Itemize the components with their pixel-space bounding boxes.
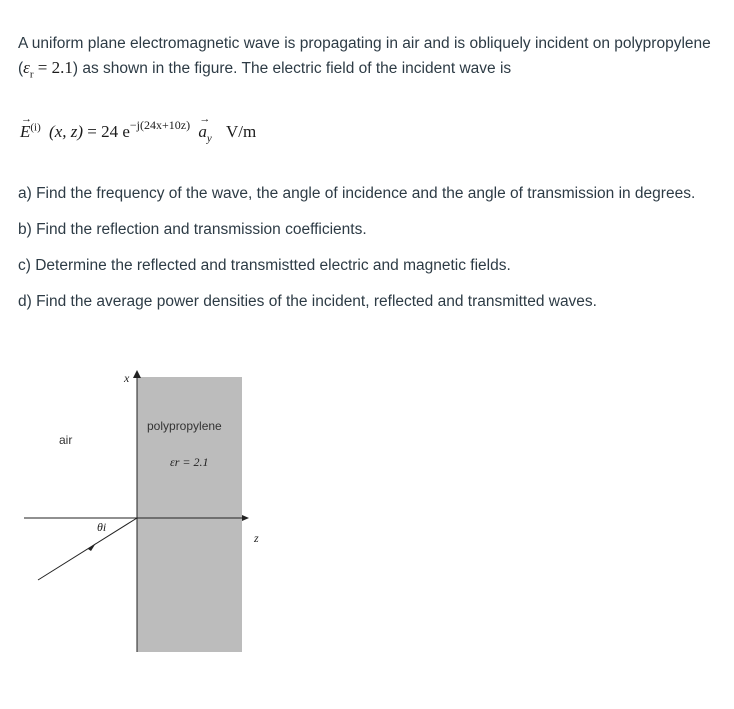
question-b: b) Find the reflection and transmission coefficients. [18,221,367,238]
question-c: c) Determine the reflected and transmistted electric and magnetic fields. [18,257,511,274]
incident-ray-arrow-icon [88,543,96,551]
incident-ray [38,518,137,580]
intro-text-part1: A uniform plane electromagnetic wave is propagating in air and is obliquely incident on polypropylene ( [18,35,711,77]
x-axis-arrow-icon [133,370,141,378]
air-label: air [59,433,73,447]
permittivity-label: εr = 2.1 [170,455,209,469]
intro-text-part2: ) as shown in the figure. The electric field of the incident wave is [72,60,512,77]
x-axis-label: x [124,371,130,385]
z-axis-arrow-icon [242,515,249,521]
unit-vector-subscript: y [206,132,212,145]
field-arguments: (x, z) [49,122,84,141]
polypropylene-label: polypropylene [147,419,222,433]
question-d: d) Find the average power densities of the incident, reflected and transmitted waves. [18,293,597,310]
z-axis-label: z [254,531,259,545]
field-superscript: (i) [30,121,41,134]
field-units: V/m [225,122,257,141]
field-exponent: −j(24x+10z) [129,118,191,132]
angle-of-incidence-label: θi [97,520,107,534]
question-a: a) Find the frequency of the wave, the angle of incidence and the angle of transmission in degrees. [18,185,696,202]
relative-permittivity-symbol: $\varepsilon_r = 2.1$ [23,58,73,81]
field-amplitude: = 24 e [83,122,130,141]
field-vector-symbol: → E [20,122,30,142]
unit-vector-symbol: → a [198,122,207,142]
